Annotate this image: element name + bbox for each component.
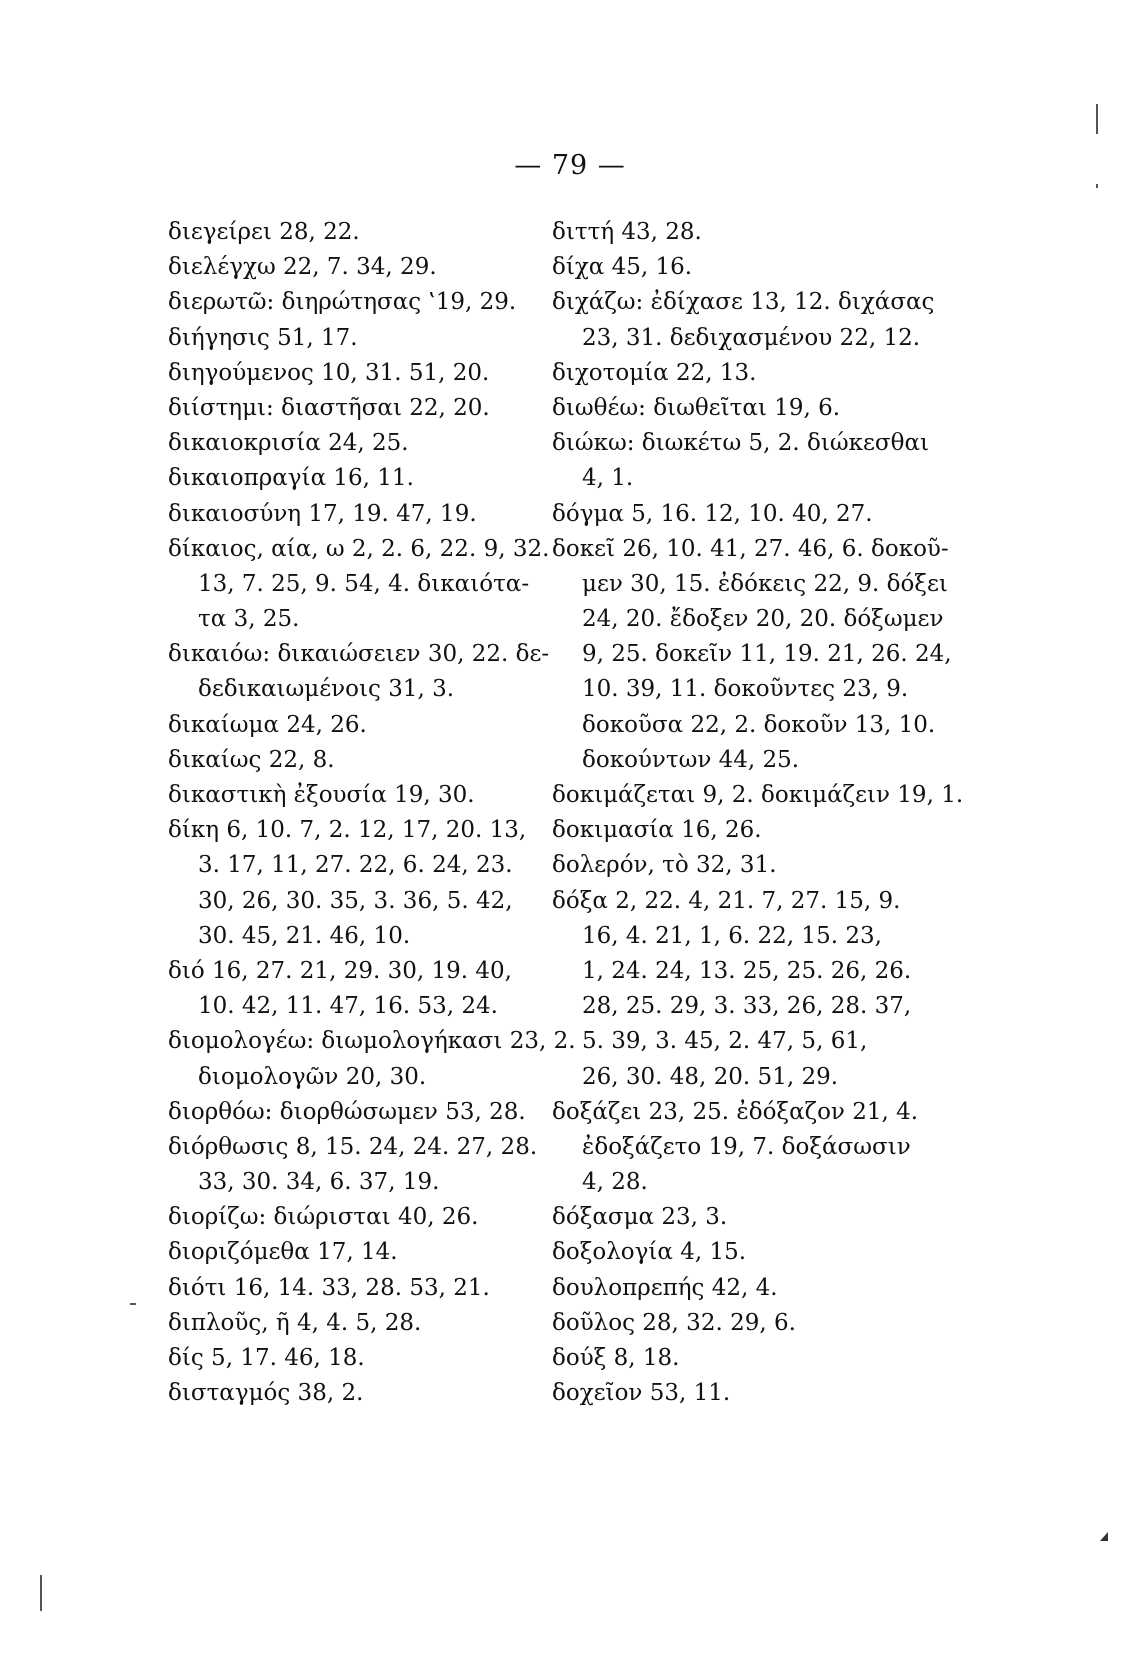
index-entry-line: δικαιοσύνη 17, 19. 47, 19. <box>168 500 477 527</box>
index-entry-line: διότι 16, 14. 33, 28. 53, 21. <box>168 1274 490 1301</box>
index-entry-line: δόξα 2, 22. 4, 21. 7, 27. 15, 9. <box>552 887 901 914</box>
index-entry-line: διορίζω: διώρισται 40, 26. <box>168 1204 479 1231</box>
index-entry-line: δοξολογία 4, 15. <box>552 1239 747 1266</box>
index-entry-line: τα 3, 25. <box>198 606 300 633</box>
index-entry-line: ἐδοξάζετο 19, 7. δοξάσωσιν <box>582 1133 911 1160</box>
index-entry-line: δικαιόω: δικαιώσειεν 30, 22. δε- <box>168 641 550 668</box>
margin-arrow-mark <box>1100 1532 1108 1541</box>
index-entry-line: 33, 30. 34, 6. 37, 19. <box>198 1169 440 1196</box>
index-entry-line: 5. 39, 3. 45, 2. 47, 5, 61, <box>582 1028 868 1055</box>
index-entry-line: 9, 25. δοκεῖν 11, 19. 21, 26. 24, <box>582 641 952 668</box>
index-entry-line: διό 16, 27. 21, 29. 30, 19. 40, <box>168 957 512 984</box>
index-entry-line: δοξάζει 23, 25. ἐδόξαζον 21, 4. <box>552 1098 919 1125</box>
index-entry-line: δοκιμασία 16, 26. <box>552 817 762 844</box>
index-entry-line: δικαιοκρισία 24, 25. <box>168 430 409 457</box>
index-entry-line: δικαίως 22, 8. <box>168 746 335 773</box>
index-entry-line: δικαστικὴ ἐξουσία 19, 30. <box>168 782 475 808</box>
index-entry-line: δοκοῦσα 22, 2. δοκοῦν 13, 10. <box>582 711 936 738</box>
index-entry-line: δουλοπρεπής 42, 4. <box>552 1274 778 1301</box>
index-entry-line: διορθόω: διορθώσωμεν 53, 28. <box>168 1098 526 1125</box>
index-entry-line: δεδικαιωμένοις 31, 3. <box>198 676 455 703</box>
index-entry-line: διεγείρει 28, 22. <box>168 219 360 245</box>
index-entry-line: 1, 24. 24, 13. 25, 25. 26, 26. <box>582 957 912 984</box>
index-entry-line: 23, 31. δεδιχασμένου 22, 12. <box>582 324 921 351</box>
index-entry-line: διηγούμενος 10, 31. 51, 20. <box>168 359 490 386</box>
index-entry-line: διομολογῶν 20, 30. <box>198 1063 427 1090</box>
index-entry-line: διωθέω: διωθεῖται 19, 6. <box>552 394 841 421</box>
index-entry-line: δοκεῖ 26, 10. 41, 27. 46, 6. δοκοῦ- <box>552 535 949 562</box>
index-entry-line: διομολογέω: διωμολογήκασι 23, 2. <box>168 1028 576 1055</box>
index-entry-line: δοκιμάζεται 9, 2. δοκιμάζειν 19, 1. <box>552 782 964 808</box>
index-entry-line: διίστημι: διαστῆσαι 22, 20. <box>168 394 490 421</box>
page-number: — 79 — <box>514 150 626 181</box>
index-entry-line: 10. 42, 11. 47, 16. 53, 24. <box>198 993 498 1020</box>
margin-mark <box>40 1575 42 1611</box>
index-column-left <box>168 215 576 1411</box>
index-entry-line: 4, 28. <box>582 1169 648 1196</box>
index-entry-line: δούξ 8, 18. <box>552 1345 680 1371</box>
index-entry-line: δίκη 6, 10. 7, 2. 12, 17, 20. 13, <box>168 817 527 844</box>
index-entry-line: 28, 25. 29, 3. 33, 26, 28. 37, <box>582 993 912 1020</box>
index-entry-line: δικαίωμα 24, 26. <box>168 711 367 738</box>
margin-mark <box>1096 184 1098 188</box>
index-entry-line: διττή 43, 28. <box>552 219 702 245</box>
index-entry-line: διχοτομία 22, 13. <box>552 359 757 386</box>
index-entry-line: διερωτῶ: διηρώτησας ‛19, 29. <box>168 289 517 316</box>
index-entry-line: δοκούντων 44, 25. <box>582 746 800 773</box>
index-entry-line: διπλοῦς, ῆ 4, 4. 5, 28. <box>168 1309 422 1336</box>
index-entry-line: δοῦλος 28, 32. 29, 6. <box>552 1309 796 1336</box>
index-entry-line: δολερόν, τὸ 32, 31. <box>552 852 777 879</box>
index-entry-line: δικαιοπραγία 16, 11. <box>168 465 414 492</box>
index-entry-line: δισταγμός 38, 2. <box>168 1380 364 1407</box>
index-entry-line: 30, 26, 30. 35, 3. 36, 5. 42, <box>198 887 513 914</box>
margin-mark <box>130 1303 136 1305</box>
index-entry-line: 4, 1. <box>582 465 634 492</box>
index-entry-line: 10. 39, 11. δοκοῦντες 23, 9. <box>582 676 909 703</box>
index-entry-line: μεν 30, 15. ἐδόκεις 22, 9. δόξει <box>582 570 948 597</box>
index-entry-line: διώκω: διωκέτω 5, 2. διώκεσθαι <box>552 430 930 457</box>
index-entry-line: 26, 30. 48, 20. 51, 29. <box>582 1063 839 1090</box>
index-entry-line: διήγησις 51, 17. <box>168 324 358 351</box>
index-entry-line: 13, 7. 25, 9. 54, 4. δικαιότα- <box>198 570 530 597</box>
index-entry-line: 16, 4. 21, 1, 6. 22, 15. 23, <box>582 922 882 949</box>
index-entry-line: διόρθωσις 8, 15. 24, 24. 27, 28. <box>168 1133 538 1160</box>
index-entry-line: 3. 17, 11, 27. 22, 6. 24, 23. <box>198 852 513 879</box>
index-entry-line: 30. 45, 21. 46, 10. <box>198 922 411 949</box>
index-entry-line: 24, 20. ἔδοξεν 20, 20. δόξωμεν <box>582 606 944 633</box>
index-entry-line: διχάζω: ἐδίχασε 13, 12. διχάσας <box>552 289 935 316</box>
index-entry-line: διελέγχω 22, 7. 34, 29. <box>168 254 437 281</box>
index-entry-line: δίκαιος, αία, ω 2, 2. 6, 22. 9, 32. <box>168 535 550 562</box>
margin-mark <box>1096 104 1098 134</box>
index-entry-line: δίχα 45, 16. <box>552 254 693 281</box>
index-entry-line: δοχεῖον 53, 11. <box>552 1380 731 1407</box>
index-entry-line: δόξασμα 23, 3. <box>552 1204 728 1231</box>
index-column-right <box>552 215 964 1411</box>
index-entry-line: δίς 5, 17. 46, 18. <box>168 1345 365 1371</box>
index-entry-line: δόγμα 5, 16. 12, 10. 40, 27. <box>552 500 873 527</box>
index-entry-line: διοριζόμεθα 17, 14. <box>168 1239 398 1266</box>
